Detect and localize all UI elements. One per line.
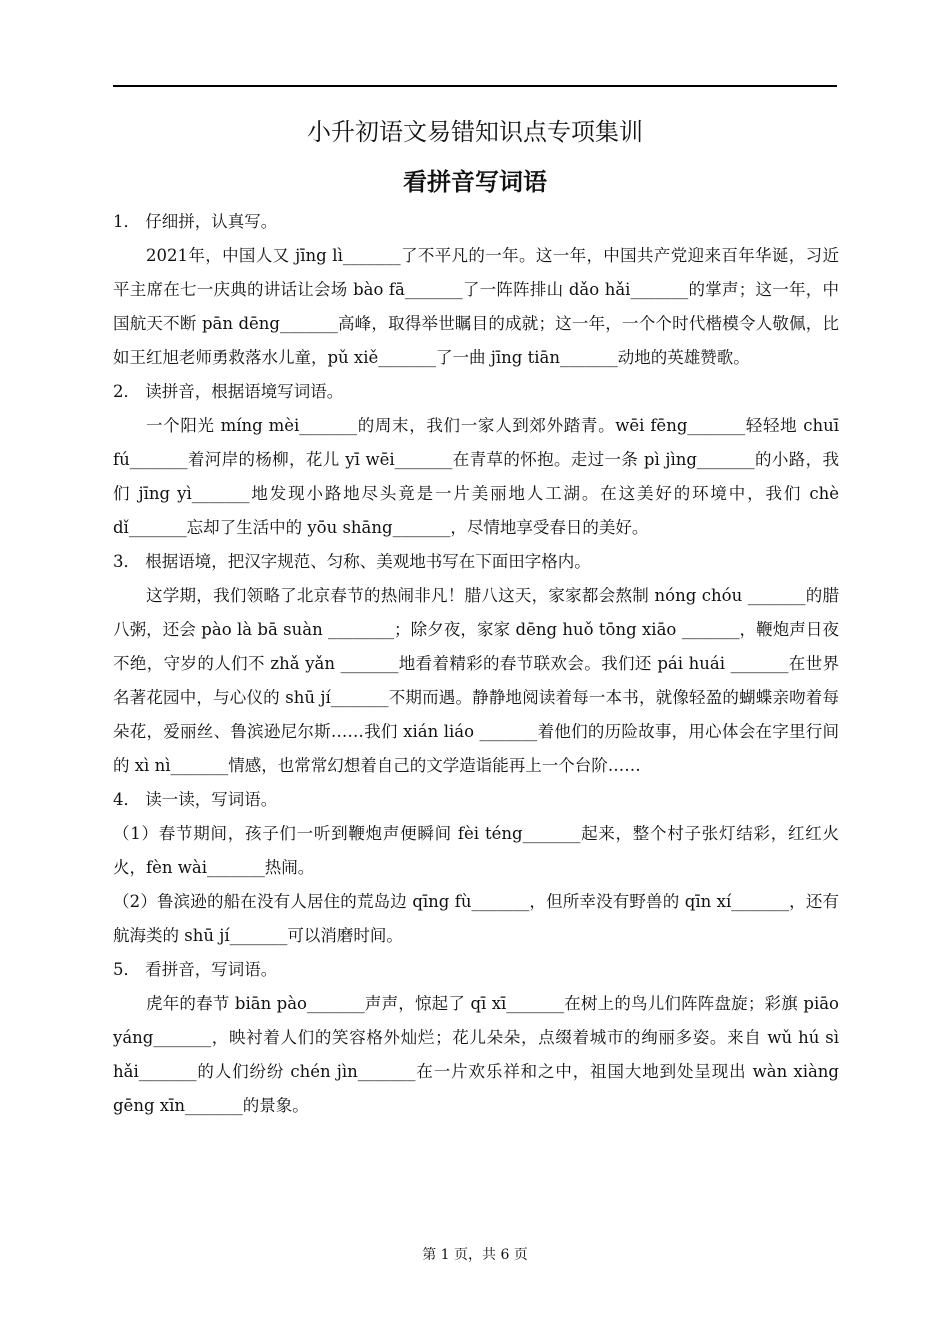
question-3-passage: 这学期，我们领略了北京春节的热闹非凡！腊八这天，家家都会熬制 nóng chóu _______的腊八粥，还会 pào là bā suàn ________；除夕夜，家家 dēng huǒ tōng xiāo _______，鞭炮声日夜不绝，守岁的人们不 zhǎ yǎn _______地看着精彩的春节联欢会。我们还 pái huái _______在世界名著花园中，与心仪的 shū jí_______不期而遇。静静地阅读着每一本书，就像轻盈的蝴蝶亲吻着每朵花，爱丽丝、鲁滨逊尼尔斯……我们 xián liáo _______着他们的历险故事，用心体会在字里行间的 xì nì_______情感，也常常幻想着自己的文学造诣能再上一个台阶…… bbox=[113, 586, 839, 775]
question-2-passage: 一个阳光 míng mèi_______的周末，我们一家人到郊外踏青。wēi fēng_______轻轻地 chuī fú_______着河岸的杨柳，花儿 yī wēi_______在青草的怀抱。走过一条 pì jìng_______的小路，我们 jīng yì_______地发现小路地尽头竟是一片美丽地人工湖。在这美好的环境中，我们 chè dǐ_______忘却了生活中的 yōu shāng_______，尽情地享受春日的美好。 bbox=[113, 416, 839, 537]
question-4-sub-1: （1）春节期间，孩子们一听到鞭炮声便瞬间 fèi téng_______起来，整个村子张灯结彩，红红火火，fèn wài_______热闹。 bbox=[113, 824, 839, 877]
question-5-heading: 5． 看拼音，写词语。 bbox=[113, 960, 278, 979]
question-1-heading: 1． 仔细拼，认真写。 bbox=[113, 212, 278, 231]
question-1-passage: 2021年，中国人又 jīng lì_______了不平凡的一年。这一年，中国共产党迎来百年华诞，习近平主席在七一庆典的讲话让会场 bào fā_______了一阵阵排山 dǎo hǎi_______的掌声；这一年，中国航天不断 pān dēng_______高峰，取得举世瞩目的成就；这一年，一个个时代楷模令人敬佩，比如王红旭老师勇救落水儿童，pǔ xiě_______了一曲 jīng tiān_______动地的英雄赞歌。 bbox=[113, 246, 839, 367]
question-3-heading: 3． 根据语境，把汉字规范、匀称、美观地书写在下面田字格内。 bbox=[113, 552, 591, 571]
document-body bbox=[113, 205, 839, 1123]
question-5-passage: 虎年的春节 biān pào_______声声，惊起了 qī xī_______在树上的鸟儿们阵阵盘旋；彩旗 piāo yáng_______，映衬着人们的笑容格外灿烂；花儿朵朵，点缀着城市的绚丽多姿。来自 wǔ hú sì hǎi_______的人们纷纷 chén jìn_______在一片欢乐祥和之中，祖国大地到处呈现出 wàn xiàng gēng xīn_______的景象。 bbox=[113, 994, 839, 1115]
question-4-heading: 4． 读一读，写词语。 bbox=[113, 790, 278, 809]
question-2-heading: 2． 读拼音，根据语境写词语。 bbox=[113, 382, 344, 401]
question-4-sub-2: （2）鲁滨逊的船在没有人居住的荒岛边 qīng fù_______，但所幸没有野兽的 qīn xí_______，还有航海类的 shū jí_______可以消磨时间。 bbox=[113, 892, 839, 945]
document-title: 小升初语文易错知识点专项集训 bbox=[307, 118, 643, 146]
header-rule bbox=[113, 85, 837, 87]
document-subtitle: 看拼音写词语 bbox=[403, 168, 547, 196]
page-footer: 第 1 页，共 6 页 bbox=[422, 1247, 528, 1263]
